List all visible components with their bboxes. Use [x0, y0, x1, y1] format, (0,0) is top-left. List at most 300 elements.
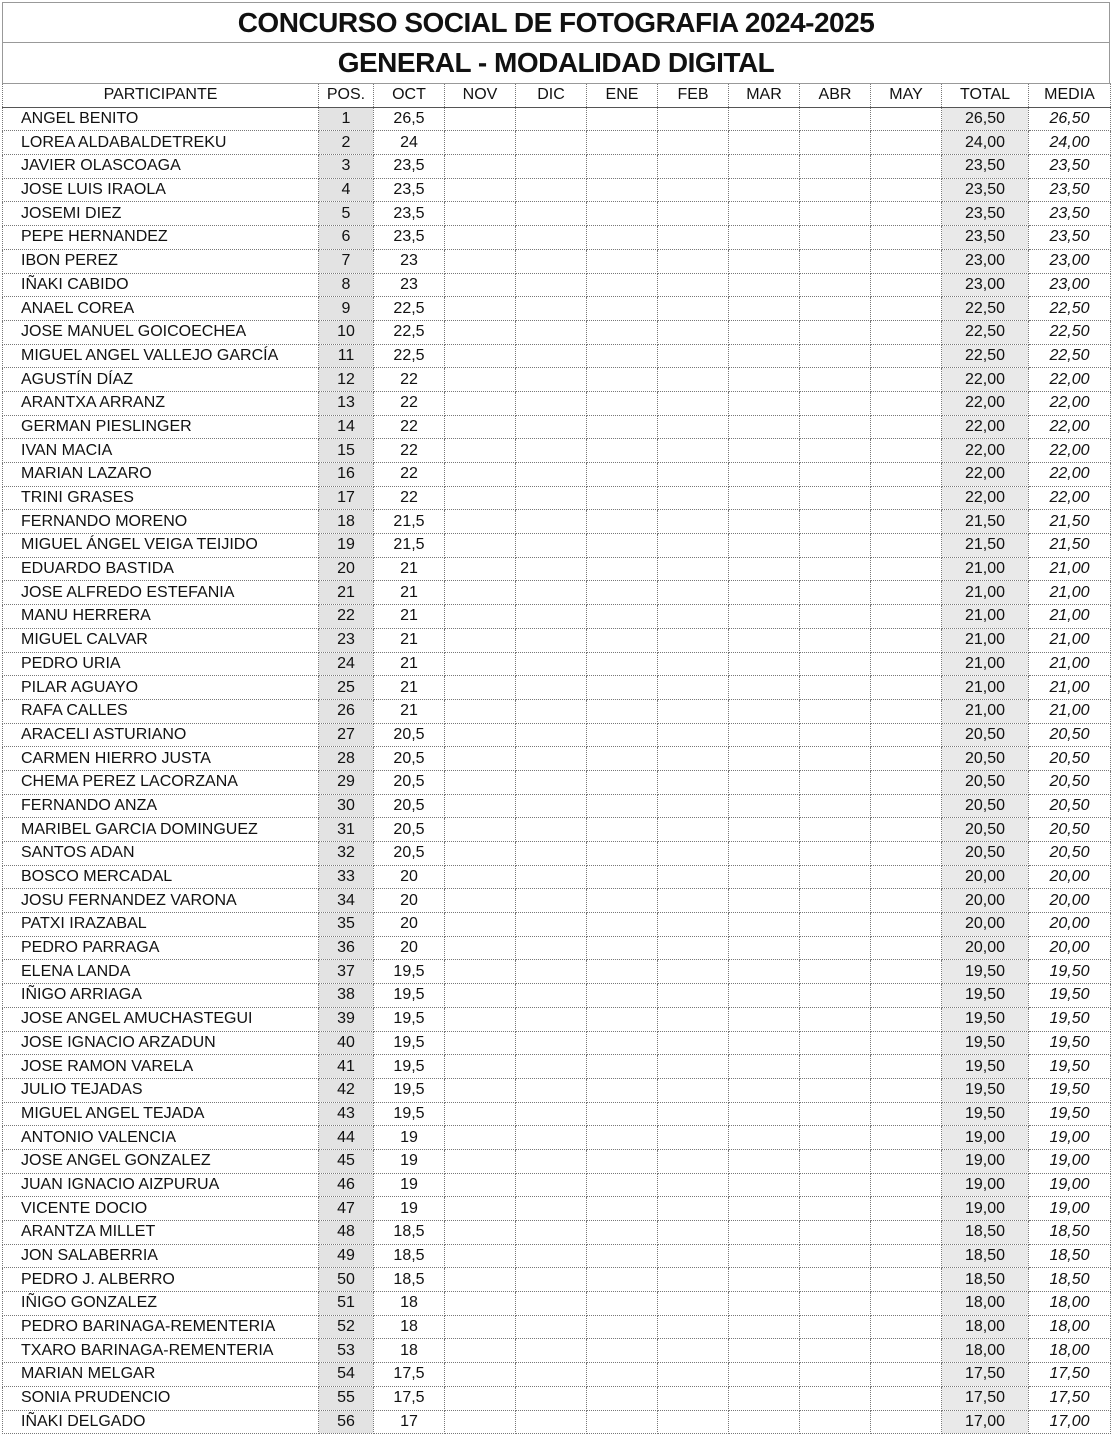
media-cell: 24,00 — [1029, 131, 1111, 155]
total-cell: 17,50 — [942, 1363, 1029, 1387]
score-dic-cell — [516, 1197, 587, 1221]
score-oct-cell: 20,5 — [374, 818, 445, 842]
score-oct-cell: 22 — [374, 391, 445, 415]
score-nov-cell — [445, 1149, 516, 1173]
table-row — [3, 1149, 1111, 1173]
position-cell: 9 — [319, 297, 374, 321]
score-feb-cell — [658, 226, 729, 250]
score-nov-cell — [445, 1221, 516, 1245]
score-may-cell — [871, 842, 942, 866]
score-ene-cell — [587, 794, 658, 818]
media-cell: 20,50 — [1029, 770, 1111, 794]
score-may-cell — [871, 581, 942, 605]
score-dic-cell — [516, 1149, 587, 1173]
score-may-cell — [871, 747, 942, 771]
position-cell: 17 — [319, 486, 374, 510]
total-cell: 18,00 — [942, 1315, 1029, 1339]
media-cell: 18,00 — [1029, 1292, 1111, 1316]
score-mar-cell — [729, 1339, 800, 1363]
position-cell: 19 — [319, 534, 374, 558]
score-ene-cell — [587, 1173, 658, 1197]
position-cell: 56 — [319, 1410, 374, 1434]
score-nov-cell — [445, 984, 516, 1008]
score-mar-cell — [729, 1221, 800, 1245]
media-cell: 20,00 — [1029, 865, 1111, 889]
table-row — [3, 628, 1111, 652]
table-row — [3, 1031, 1111, 1055]
score-ene-cell — [587, 1149, 658, 1173]
score-may-cell — [871, 1221, 942, 1245]
score-dic-cell — [516, 1268, 587, 1292]
table-row — [3, 794, 1111, 818]
position-cell: 10 — [319, 320, 374, 344]
score-abr-cell — [800, 1268, 871, 1292]
score-oct-cell: 19,5 — [374, 1055, 445, 1079]
score-ene-cell — [587, 747, 658, 771]
media-cell: 19,50 — [1029, 1078, 1111, 1102]
media-cell: 23,50 — [1029, 202, 1111, 226]
score-dic-cell — [516, 320, 587, 344]
score-ene-cell — [587, 510, 658, 534]
sheet-subtitle: GENERAL - MODALIDAD DIGITAL — [2, 42, 1110, 83]
score-oct-cell: 19,5 — [374, 1102, 445, 1126]
score-dic-cell — [516, 723, 587, 747]
table-row — [3, 842, 1111, 866]
score-oct-cell: 23,5 — [374, 202, 445, 226]
participant-name: IÑIGO GONZALEZ — [3, 1292, 319, 1316]
score-ene-cell — [587, 320, 658, 344]
position-cell: 6 — [319, 226, 374, 250]
table-row — [3, 1221, 1111, 1245]
score-nov-cell — [445, 652, 516, 676]
total-cell: 20,50 — [942, 842, 1029, 866]
score-nov-cell — [445, 439, 516, 463]
media-cell: 18,00 — [1029, 1339, 1111, 1363]
media-cell: 19,50 — [1029, 1007, 1111, 1031]
media-cell: 22,50 — [1029, 297, 1111, 321]
media-cell: 17,50 — [1029, 1386, 1111, 1410]
score-oct-cell: 20,5 — [374, 794, 445, 818]
media-cell: 19,50 — [1029, 984, 1111, 1008]
participant-name: ANTONIO VALENCIA — [3, 1126, 319, 1150]
score-oct-cell: 18 — [374, 1339, 445, 1363]
score-abr-cell — [800, 131, 871, 155]
participant-name: EDUARDO BASTIDA — [3, 557, 319, 581]
score-mar-cell — [729, 628, 800, 652]
media-cell: 20,50 — [1029, 747, 1111, 771]
score-may-cell — [871, 131, 942, 155]
score-may-cell — [871, 1149, 942, 1173]
position-cell: 7 — [319, 249, 374, 273]
total-cell: 20,50 — [942, 723, 1029, 747]
position-cell: 51 — [319, 1292, 374, 1316]
score-mar-cell — [729, 1363, 800, 1387]
score-dic-cell — [516, 699, 587, 723]
col-header-abr: ABR — [800, 84, 871, 108]
table-row — [3, 936, 1111, 960]
position-cell: 48 — [319, 1221, 374, 1245]
score-oct-cell: 18,5 — [374, 1221, 445, 1245]
position-cell: 2 — [319, 131, 374, 155]
col-header-participante: PARTICIPANTE — [3, 84, 319, 108]
score-nov-cell — [445, 581, 516, 605]
score-may-cell — [871, 320, 942, 344]
score-nov-cell — [445, 747, 516, 771]
table-row — [3, 770, 1111, 794]
position-cell: 11 — [319, 344, 374, 368]
position-cell: 27 — [319, 723, 374, 747]
col-header-mar: MAR — [729, 84, 800, 108]
score-abr-cell — [800, 1292, 871, 1316]
score-ene-cell — [587, 1244, 658, 1268]
score-ene-cell — [587, 178, 658, 202]
score-feb-cell — [658, 628, 729, 652]
score-nov-cell — [445, 510, 516, 534]
score-oct-cell: 23,5 — [374, 155, 445, 179]
score-may-cell — [871, 344, 942, 368]
score-feb-cell — [658, 770, 729, 794]
score-feb-cell — [658, 131, 729, 155]
table-row — [3, 249, 1111, 273]
participant-name: TXARO BARINAGA-REMENTERIA — [3, 1339, 319, 1363]
score-abr-cell — [800, 770, 871, 794]
score-ene-cell — [587, 1055, 658, 1079]
score-mar-cell — [729, 131, 800, 155]
score-nov-cell — [445, 936, 516, 960]
score-nov-cell — [445, 1268, 516, 1292]
total-cell: 20,50 — [942, 770, 1029, 794]
score-mar-cell — [729, 557, 800, 581]
table-row — [3, 557, 1111, 581]
media-cell: 19,00 — [1029, 1126, 1111, 1150]
score-oct-cell: 22,5 — [374, 320, 445, 344]
position-cell: 49 — [319, 1244, 374, 1268]
participant-name: JOSE ANGEL AMUCHASTEGUI — [3, 1007, 319, 1031]
score-mar-cell — [729, 344, 800, 368]
col-header-nov: NOV — [445, 84, 516, 108]
score-feb-cell — [658, 1315, 729, 1339]
score-oct-cell: 18,5 — [374, 1244, 445, 1268]
position-cell: 18 — [319, 510, 374, 534]
score-ene-cell — [587, 1268, 658, 1292]
position-cell: 23 — [319, 628, 374, 652]
score-may-cell — [871, 794, 942, 818]
score-may-cell — [871, 1102, 942, 1126]
score-feb-cell — [658, 1410, 729, 1434]
table-row — [3, 723, 1111, 747]
score-feb-cell — [658, 368, 729, 392]
position-cell: 30 — [319, 794, 374, 818]
table-row — [3, 984, 1111, 1008]
score-nov-cell — [445, 1339, 516, 1363]
participant-name: JOSE IGNACIO ARZADUN — [3, 1031, 319, 1055]
score-mar-cell — [729, 652, 800, 676]
table-row — [3, 1315, 1111, 1339]
score-may-cell — [871, 605, 942, 629]
score-abr-cell — [800, 391, 871, 415]
score-mar-cell — [729, 226, 800, 250]
total-cell: 22,00 — [942, 391, 1029, 415]
position-cell: 14 — [319, 415, 374, 439]
score-dic-cell — [516, 1007, 587, 1031]
score-feb-cell — [658, 913, 729, 937]
table-row — [3, 344, 1111, 368]
total-cell: 18,50 — [942, 1244, 1029, 1268]
score-may-cell — [871, 889, 942, 913]
score-abr-cell — [800, 1078, 871, 1102]
total-cell: 17,00 — [942, 1410, 1029, 1434]
score-mar-cell — [729, 889, 800, 913]
total-cell: 21,00 — [942, 605, 1029, 629]
score-may-cell — [871, 226, 942, 250]
score-nov-cell — [445, 415, 516, 439]
score-mar-cell — [729, 1197, 800, 1221]
position-cell: 31 — [319, 818, 374, 842]
score-abr-cell — [800, 273, 871, 297]
score-dic-cell — [516, 628, 587, 652]
score-mar-cell — [729, 320, 800, 344]
participant-name: PEDRO PARRAGA — [3, 936, 319, 960]
score-may-cell — [871, 1268, 942, 1292]
participant-name: JOSE ANGEL GONZALEZ — [3, 1149, 319, 1173]
score-may-cell — [871, 463, 942, 487]
position-cell: 39 — [319, 1007, 374, 1031]
score-nov-cell — [445, 1244, 516, 1268]
score-abr-cell — [800, 794, 871, 818]
participant-name: MARIAN LAZARO — [3, 463, 319, 487]
participant-name: ELENA LANDA — [3, 960, 319, 984]
score-feb-cell — [658, 889, 729, 913]
score-mar-cell — [729, 818, 800, 842]
score-mar-cell — [729, 391, 800, 415]
position-cell: 5 — [319, 202, 374, 226]
media-cell: 19,50 — [1029, 1102, 1111, 1126]
table-row — [3, 155, 1111, 179]
score-mar-cell — [729, 676, 800, 700]
score-nov-cell — [445, 534, 516, 558]
score-ene-cell — [587, 936, 658, 960]
score-nov-cell — [445, 463, 516, 487]
score-nov-cell — [445, 1197, 516, 1221]
table-row — [3, 486, 1111, 510]
position-cell: 22 — [319, 605, 374, 629]
score-oct-cell: 23 — [374, 249, 445, 273]
score-may-cell — [871, 913, 942, 937]
score-ene-cell — [587, 984, 658, 1008]
score-may-cell — [871, 984, 942, 1008]
participant-name: JOSE RAMON VARELA — [3, 1055, 319, 1079]
participant-name: PATXI IRAZABAL — [3, 913, 319, 937]
score-nov-cell — [445, 1102, 516, 1126]
score-mar-cell — [729, 581, 800, 605]
score-abr-cell — [800, 439, 871, 463]
score-ene-cell — [587, 605, 658, 629]
score-ene-cell — [587, 913, 658, 937]
score-dic-cell — [516, 1055, 587, 1079]
score-nov-cell — [445, 770, 516, 794]
score-feb-cell — [658, 1292, 729, 1316]
score-ene-cell — [587, 1078, 658, 1102]
score-dic-cell — [516, 297, 587, 321]
score-oct-cell: 19,5 — [374, 960, 445, 984]
score-feb-cell — [658, 1244, 729, 1268]
score-dic-cell — [516, 273, 587, 297]
score-feb-cell — [658, 1055, 729, 1079]
score-oct-cell: 23,5 — [374, 226, 445, 250]
table-row — [3, 226, 1111, 250]
score-dic-cell — [516, 344, 587, 368]
score-abr-cell — [800, 913, 871, 937]
score-oct-cell: 23 — [374, 273, 445, 297]
score-feb-cell — [658, 510, 729, 534]
score-oct-cell: 19,5 — [374, 1031, 445, 1055]
score-ene-cell — [587, 344, 658, 368]
position-cell: 8 — [319, 273, 374, 297]
score-nov-cell — [445, 368, 516, 392]
position-cell: 52 — [319, 1315, 374, 1339]
media-cell: 19,00 — [1029, 1149, 1111, 1173]
score-dic-cell — [516, 747, 587, 771]
score-nov-cell — [445, 842, 516, 866]
score-nov-cell — [445, 605, 516, 629]
score-mar-cell — [729, 463, 800, 487]
score-mar-cell — [729, 1055, 800, 1079]
score-abr-cell — [800, 1244, 871, 1268]
score-dic-cell — [516, 368, 587, 392]
score-nov-cell — [445, 1031, 516, 1055]
score-dic-cell — [516, 131, 587, 155]
score-feb-cell — [658, 1126, 729, 1150]
score-dic-cell — [516, 486, 587, 510]
score-mar-cell — [729, 1007, 800, 1031]
table-row — [3, 581, 1111, 605]
score-ene-cell — [587, 1386, 658, 1410]
score-ene-cell — [587, 249, 658, 273]
media-cell: 21,00 — [1029, 581, 1111, 605]
score-ene-cell — [587, 1315, 658, 1339]
participant-name: FERNANDO MORENO — [3, 510, 319, 534]
score-ene-cell — [587, 557, 658, 581]
total-cell: 21,00 — [942, 557, 1029, 581]
media-cell: 20,50 — [1029, 842, 1111, 866]
score-oct-cell: 20 — [374, 913, 445, 937]
table-row — [3, 273, 1111, 297]
score-dic-cell — [516, 605, 587, 629]
score-may-cell — [871, 1007, 942, 1031]
score-dic-cell — [516, 794, 587, 818]
score-may-cell — [871, 249, 942, 273]
col-header-total: TOTAL — [942, 84, 1029, 108]
score-ene-cell — [587, 1197, 658, 1221]
participant-name: JUAN IGNACIO AIZPURUA — [3, 1173, 319, 1197]
score-feb-cell — [658, 1386, 729, 1410]
table-row — [3, 534, 1111, 558]
participant-name: MANU HERRERA — [3, 605, 319, 629]
participant-name: JON SALABERRIA — [3, 1244, 319, 1268]
table-row — [3, 368, 1111, 392]
score-nov-cell — [445, 676, 516, 700]
score-abr-cell — [800, 1126, 871, 1150]
score-dic-cell — [516, 581, 587, 605]
participant-name: ANAEL COREA — [3, 297, 319, 321]
score-ene-cell — [587, 107, 658, 131]
score-abr-cell — [800, 747, 871, 771]
score-mar-cell — [729, 1173, 800, 1197]
score-feb-cell — [658, 439, 729, 463]
total-cell: 19,50 — [942, 1102, 1029, 1126]
score-ene-cell — [587, 960, 658, 984]
score-may-cell — [871, 202, 942, 226]
score-ene-cell — [587, 273, 658, 297]
score-abr-cell — [800, 699, 871, 723]
score-abr-cell — [800, 297, 871, 321]
position-cell: 4 — [319, 178, 374, 202]
media-cell: 23,50 — [1029, 155, 1111, 179]
score-feb-cell — [658, 1221, 729, 1245]
total-cell: 20,50 — [942, 794, 1029, 818]
score-ene-cell — [587, 486, 658, 510]
score-oct-cell: 26,5 — [374, 107, 445, 131]
position-cell: 44 — [319, 1126, 374, 1150]
table-row — [3, 1268, 1111, 1292]
score-nov-cell — [445, 131, 516, 155]
participant-name: BOSCO MERCADAL — [3, 865, 319, 889]
score-may-cell — [871, 273, 942, 297]
position-cell: 3 — [319, 155, 374, 179]
score-may-cell — [871, 155, 942, 179]
score-dic-cell — [516, 865, 587, 889]
score-ene-cell — [587, 1363, 658, 1387]
score-mar-cell — [729, 1031, 800, 1055]
score-ene-cell — [587, 628, 658, 652]
score-nov-cell — [445, 628, 516, 652]
score-feb-cell — [658, 723, 729, 747]
score-dic-cell — [516, 1244, 587, 1268]
score-feb-cell — [658, 936, 729, 960]
score-oct-cell: 19,5 — [374, 1007, 445, 1031]
total-cell: 21,50 — [942, 534, 1029, 558]
table-row — [3, 297, 1111, 321]
score-abr-cell — [800, 652, 871, 676]
participant-name: SONIA PRUDENCIO — [3, 1386, 319, 1410]
score-feb-cell — [658, 297, 729, 321]
media-cell: 22,50 — [1029, 344, 1111, 368]
participant-name: LOREA ALDABALDETREKU — [3, 131, 319, 155]
participant-name: PEDRO URIA — [3, 652, 319, 676]
score-abr-cell — [800, 320, 871, 344]
participant-name: CHEMA PEREZ LACORZANA — [3, 770, 319, 794]
total-cell: 22,00 — [942, 486, 1029, 510]
score-mar-cell — [729, 794, 800, 818]
score-mar-cell — [729, 1102, 800, 1126]
col-header-pos: POS. — [319, 84, 374, 108]
score-ene-cell — [587, 842, 658, 866]
participant-name: PEPE HERNANDEZ — [3, 226, 319, 250]
score-mar-cell — [729, 1315, 800, 1339]
total-cell: 22,00 — [942, 463, 1029, 487]
score-nov-cell — [445, 1126, 516, 1150]
score-nov-cell — [445, 391, 516, 415]
media-cell: 22,00 — [1029, 463, 1111, 487]
score-may-cell — [871, 1410, 942, 1434]
table-row — [3, 865, 1111, 889]
media-cell: 21,00 — [1029, 652, 1111, 676]
score-may-cell — [871, 557, 942, 581]
score-oct-cell: 17,5 — [374, 1386, 445, 1410]
media-cell: 23,50 — [1029, 226, 1111, 250]
score-mar-cell — [729, 1292, 800, 1316]
score-dic-cell — [516, 178, 587, 202]
